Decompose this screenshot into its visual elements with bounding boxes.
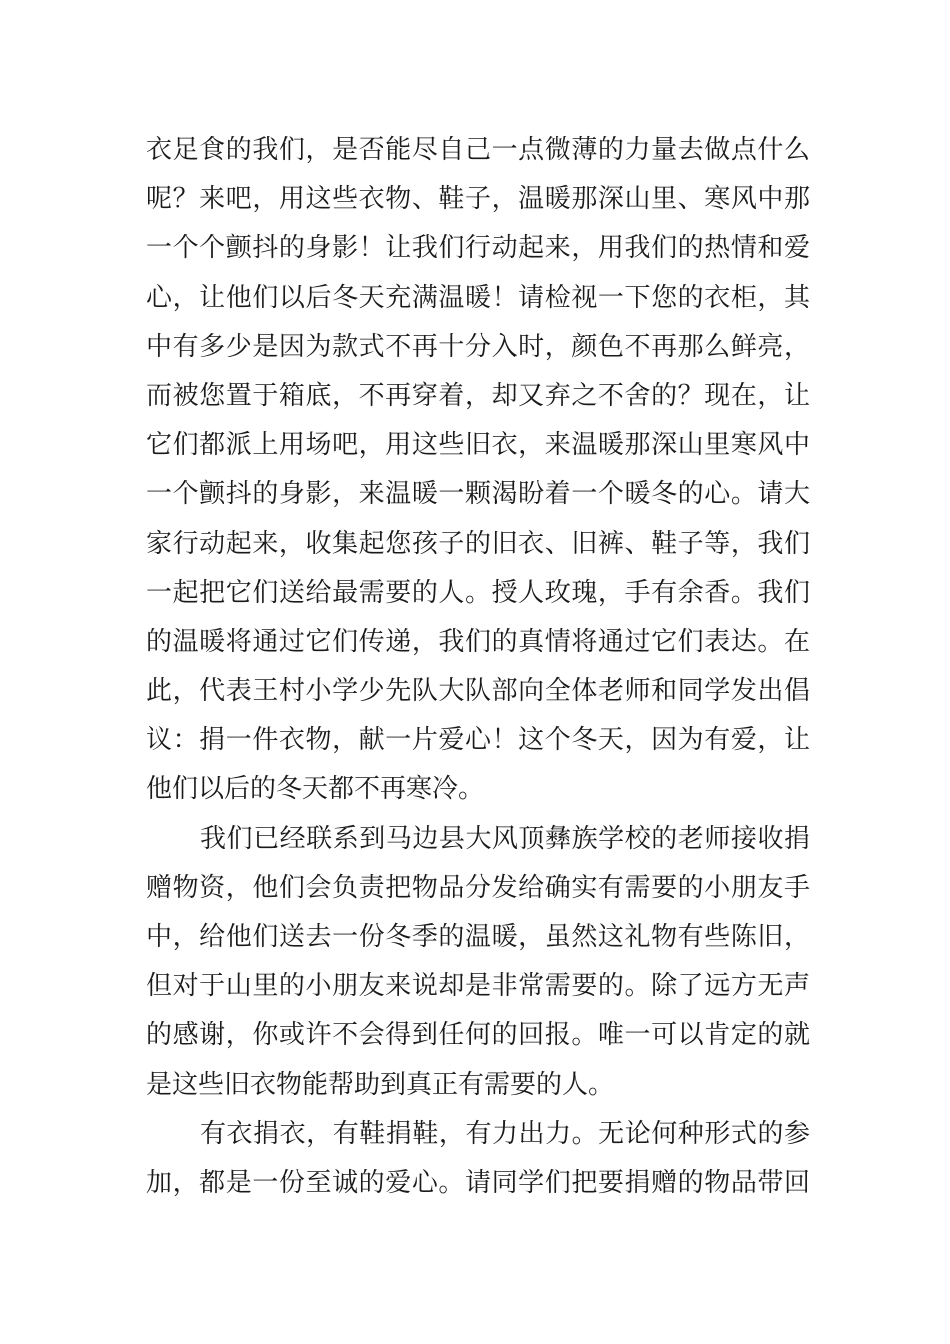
text-line: 中，给他们送去一份冬季的温暖，虽然这礼物有些陈旧， [146,922,810,952]
text-line: 一个个颤抖的身影！让我们行动起来，用我们的热情和爱 [146,233,810,264]
paragraph-end-line: 是这些旧衣物能帮助到真正有需要的人。 [146,1069,615,1100]
text-line: 心，让他们以后冬天充满温暖！请检视一下您的衣柜，其 [146,282,810,313]
text-line: 衣足食的我们，是否能尽自己一点微薄的力量去做点什么 [146,135,810,165]
text-line: 一个颤抖的身影，来温暖一颗渴盼着一个暖冬的心。请大 [146,479,810,510]
body-text [146,126,810,1208]
text-line: 的温暖将通过它们传递，我们的真情将通过它们表达。在 [146,626,810,657]
paragraph-end-line: 他们以后的冬天都不再寒冷。 [146,774,485,805]
text-line: 它们都派上用场吧，用这些旧衣，来温暖那深山里寒风中 [146,430,810,461]
text-line: 的感谢，你或许不会得到任何的回报。唯一可以肯定的就 [146,1020,810,1051]
text-line: 加，都是一份至诚的爱心。请同学们把要捐赠的物品带回 [146,1167,810,1198]
text-line: 中有多少是因为款式不再十分入时，颜色不再那么鲜亮， [146,331,810,362]
text-line: 呢？来吧，用这些衣物、鞋子，温暖那深山里、寒风中那 [146,184,810,215]
text-line: 一起把它们送给最需要的人。授人玫瑰，手有余香。我们 [146,577,810,608]
text-line: 此，代表王村小学少先队大队部向全体老师和同学发出倡 [146,676,810,707]
text-line: 但对于山里的小朋友来说却是非常需要的。除了远方无声 [146,971,810,1002]
text-line: 家行动起来，收集起您孩子的旧衣、旧裤、鞋子等，我们 [146,528,810,559]
paragraph-start-line: 有衣捐衣，有鞋捐鞋，有力出力。无论何种形式的参 [200,1118,810,1149]
text-line: 议：捐一件衣物，献一片爱心！这个冬天，因为有爱，让 [146,725,810,756]
paragraph-start-line: 我们已经联系到马边县大风顶彝族学校的老师接收捐 [200,823,810,854]
text-line: 赠物资，他们会负责把物品分发给确实有需要的小朋友手 [146,872,810,903]
text-line: 而被您置于箱底，不再穿着，却又弃之不舍的？现在，让 [146,380,810,411]
